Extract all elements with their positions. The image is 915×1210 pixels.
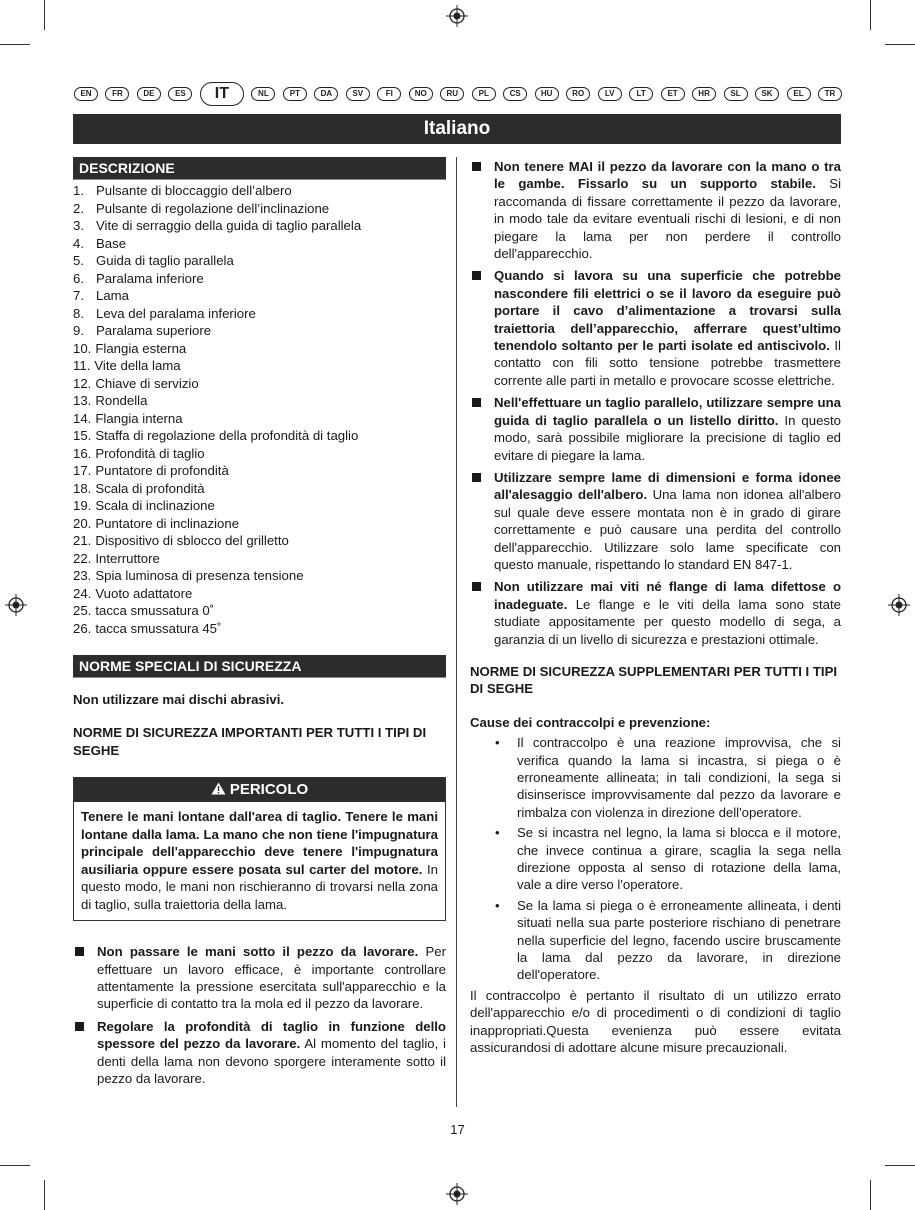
list-item xyxy=(73,357,446,375)
list-item xyxy=(73,532,446,550)
language-tab-da[interactable]: DA xyxy=(314,87,338,101)
item-text: Vite della lama xyxy=(94,358,181,373)
danger-box xyxy=(73,777,446,921)
item-text: Flangia interna xyxy=(95,410,183,426)
item-number: 26. xyxy=(73,620,92,636)
item-number: 21. xyxy=(73,533,92,548)
list-item xyxy=(491,824,841,894)
bullet-text: Si raccomanda di fissare correttamente il pezzo da lavorare, in modo tale da evitare eventuali rischi di lesioni, e di non piegare la lama per non perdere il controllo dell'apparecchio. xyxy=(494,176,841,262)
crop-mark xyxy=(44,1180,45,1210)
item-text: Se si incastra nel legno, la lama si blocca e il motore, che invece continua a girare, scaglia la sega nella direzione opposta al senso di rotazione della lama, vale a dire verso l'operatore. xyxy=(517,825,841,893)
column-divider xyxy=(456,157,457,1107)
item-text: Leva del paralama inferiore xyxy=(96,305,256,321)
square-bullet-icon xyxy=(472,398,481,407)
item-text: Profondità di taglio xyxy=(95,445,205,461)
subheading: NORME DI SICUREZZA IMPORTANTI PER TUTTI I TIPI DI SEGHE xyxy=(73,725,427,758)
crop-mark xyxy=(870,1180,871,1210)
bullet-item xyxy=(470,158,841,262)
item-text: Scala di profondità xyxy=(95,480,205,496)
item-number: 14. xyxy=(73,410,92,426)
language-tab-de[interactable]: DE xyxy=(137,87,161,101)
crop-mark xyxy=(0,44,30,45)
list-item xyxy=(73,410,446,428)
list-item xyxy=(73,340,446,358)
danger-body xyxy=(74,802,445,920)
item-text: Pulsante di regolazione dell’inclinazione xyxy=(96,200,330,216)
item-text: Il contraccolpo è una reazione improvvisa, che si verifica quando la lama si incastra, si piega o è erroneamente allineata; in tali condizioni, la sega si disinserisce improvvisamente dal pezzo da lavorare e rimbalza con violenza in direzione dell'operatore. xyxy=(517,735,841,820)
warning-triangle-icon xyxy=(211,782,226,795)
item-text: Puntatore di profondità xyxy=(95,463,229,478)
list-item xyxy=(73,620,446,638)
bullet-item xyxy=(470,394,841,464)
item-text: Spia luminosa di presenza tensione xyxy=(95,568,304,583)
list-item xyxy=(73,585,446,603)
right-bullet-list xyxy=(470,158,841,648)
item-number: 11. xyxy=(73,358,91,373)
bullet-text: Le flange e le viti della lama sono state studiate appositamente per questo modello di sega, a garanzia di un livello di sicurezza e prestazioni ottimale. xyxy=(494,596,841,647)
list-item xyxy=(73,305,446,323)
item-text: Dispositivo di sblocco del grilletto xyxy=(95,533,289,548)
norme-speciali-section xyxy=(73,655,446,678)
item-number: 7. xyxy=(73,288,84,303)
right-column xyxy=(470,158,841,1057)
list-item xyxy=(73,480,446,498)
language-tab-ru[interactable]: RU xyxy=(440,87,464,101)
item-text: Vite di serraggio della guida di taglio parallela xyxy=(96,218,362,233)
danger-title: PERICOLO xyxy=(229,781,309,799)
bullet-dot-icon: • xyxy=(495,897,500,913)
item-text: Interruttore xyxy=(95,550,160,566)
danger-normal-text: In questo modo, le mani non rischieranno di trovarsi nella zona di taglio, sulla traiettoria della lama. xyxy=(81,861,438,912)
item-text: Staffa di regolazione della profondità di taglio xyxy=(95,428,359,443)
item-number: 23. xyxy=(73,568,92,583)
bullet-bold-text: Regolare la profondità di taglio in funzione dello spessore del pezzo da lavorare. xyxy=(97,1018,446,1052)
left-bullet-list xyxy=(73,943,446,1087)
list-item xyxy=(73,287,446,305)
bullet-text: Per effettuare un lavoro efficace, è importante controllare attentamente la pressione esercitata sull'apparecchio e la superficie di contatto tra la mola ed il pezzo da lavorare. xyxy=(97,944,446,1012)
subheading: NORME DI SICUREZZA SUPPLEMENTARI PER TUTTI I TIPI DI SEGHE xyxy=(470,663,838,697)
language-tab-pl[interactable]: PL xyxy=(472,87,496,101)
kickback-list xyxy=(470,734,841,984)
subheading: Cause dei contraccolpi e prevenzione: xyxy=(470,714,711,730)
item-text: Paralama superiore xyxy=(96,323,212,338)
item-number: 4. xyxy=(73,235,84,251)
square-bullet-icon xyxy=(75,947,84,956)
bullet-bold-text: Utilizzare sempre lame di dimensioni e forma idonee all'alesaggio dell'albero. xyxy=(494,469,841,503)
square-bullet-icon xyxy=(472,162,481,171)
bullet-text: Il contatto con fili sotto tensione potrebbe trasmettere corrente alle parti in metallo e provocare scosse elettriche. xyxy=(494,338,841,388)
page-number: 17 xyxy=(450,1122,465,1137)
item-number: 19. xyxy=(73,498,92,513)
crop-mark xyxy=(885,1165,915,1166)
item-text: tacca smussatura 0˚ xyxy=(95,603,215,618)
list-item xyxy=(73,427,446,445)
language-tab-hu[interactable]: HU xyxy=(535,87,559,101)
item-number: 17. xyxy=(73,463,92,478)
closing-paragraph: Il contraccolpo è pertanto il risultato di un utilizzo errato dell'apparecchio e/o di procedimenti o di condizioni di taglio inappropriati.Questa evenienza può essere evitata assicurandosi di adottare alcune misure precauzionali. xyxy=(470,987,841,1056)
list-item xyxy=(491,897,841,984)
crop-mark xyxy=(885,44,915,45)
language-tab-sv[interactable]: SV xyxy=(346,87,370,101)
language-tab-lt[interactable]: LT xyxy=(629,87,653,101)
list-item xyxy=(73,182,446,200)
list-item xyxy=(73,270,446,288)
item-text: Chiave di servizio xyxy=(95,375,199,391)
list-item xyxy=(73,217,446,235)
list-item xyxy=(73,252,446,270)
language-tab-it[interactable]: IT xyxy=(200,82,244,106)
item-text: Scala di inclinazione xyxy=(95,498,215,513)
list-item xyxy=(73,200,446,218)
danger-bold-text: Tenere le mani lontane dall'area di taglio. Tenere le mani lontane dalla lama. La mano che non tiene l'impugnatura principale dell'apparecchio deve tenere l'impugnatura ausiliaria oppure essere posata sul carter del motore. xyxy=(81,809,438,877)
item-text: Puntatore di inclinazione xyxy=(95,515,240,531)
square-bullet-icon xyxy=(472,271,481,280)
bullet-item xyxy=(73,943,446,1013)
item-number: 18. xyxy=(73,480,92,496)
section-title: DESCRIZIONE xyxy=(73,157,446,179)
item-number: 6. xyxy=(73,270,84,286)
language-tab-no[interactable]: NO xyxy=(409,87,433,101)
language-tab-cs[interactable]: CS xyxy=(503,87,527,101)
registration-mark-icon xyxy=(888,594,910,616)
bullet-bold-text: Non tenere MAI il pezzo da lavorare con la mano o tra le gambe. Fissarlo su un supporto stabile. xyxy=(494,159,841,192)
item-text: Pulsante di bloccaggio dell’albero xyxy=(96,183,292,198)
language-tab-pt[interactable]: PT xyxy=(283,87,307,101)
list-item xyxy=(73,462,446,480)
bullet-item xyxy=(470,469,841,573)
language-strip xyxy=(74,82,842,106)
item-text: Base xyxy=(96,235,127,251)
list-item xyxy=(73,567,446,585)
registration-mark-icon xyxy=(446,1183,468,1205)
language-tab-fr[interactable]: FR xyxy=(105,87,129,101)
list-item xyxy=(73,515,446,533)
item-text: Vuoto adattatore xyxy=(95,585,193,601)
item-text: Paralama inferiore xyxy=(96,270,204,286)
item-number: 15. xyxy=(73,428,92,443)
crop-mark xyxy=(44,0,45,30)
bullet-item xyxy=(73,1018,446,1088)
bullet-text: Una lama non idonea all'albero sul quale deve essere montata non è in grado di girare correttamente e può causare una perdita del controllo dell'apparecchio. Utilizzare solo lame specificate con questo manuale, rispettando lo standard EN 847-1. xyxy=(494,487,842,572)
bullet-bold-text: Quando si lavora su una superficie che potrebbe nascondere fili elettrici o se il lavoro da eseguire può portare il cavo d’alimentazione a trovarsi sulla traiettoria dell’apparecchio, afferrare quest’ultimo tenendolo soltanto per le parti isolate ed antiscivolo. xyxy=(494,268,841,354)
descrizione-section xyxy=(73,157,446,180)
item-number: 9. xyxy=(73,323,84,338)
language-tab-sk[interactable]: SK xyxy=(755,87,779,101)
list-item xyxy=(73,322,446,340)
list-item xyxy=(73,392,446,410)
language-tab-tr[interactable]: TR xyxy=(818,87,842,101)
bullet-text: Al momento del taglio, i denti della lama non devono sporgere interamente sotto il pezzo da lavorare. xyxy=(97,1036,446,1087)
item-number: 13. xyxy=(73,393,92,408)
left-column xyxy=(73,157,446,1092)
language-tab-lv[interactable]: LV xyxy=(598,87,622,101)
language-tab-el[interactable]: EL xyxy=(787,87,811,101)
crop-mark xyxy=(0,1165,30,1166)
language-tab-ro[interactable]: RO xyxy=(566,87,590,101)
warning-text: Non utilizzare mai dischi abrasivi. xyxy=(73,692,285,707)
item-number: 5. xyxy=(73,253,84,268)
bullet-bold-text: Non utilizzare mai viti né flange di lama difettose o inadeguate. xyxy=(494,579,841,612)
item-number: 3. xyxy=(73,218,84,233)
parts-list xyxy=(73,182,446,637)
page-title: Italiano xyxy=(73,114,841,144)
language-tab-nl[interactable]: NL xyxy=(251,87,275,101)
crop-mark xyxy=(870,0,871,30)
language-tab-es[interactable]: ES xyxy=(168,87,192,101)
bullet-dot-icon: • xyxy=(495,735,500,751)
item-text: Rondella xyxy=(95,393,148,408)
item-number: 8. xyxy=(73,305,84,321)
registration-mark-icon xyxy=(446,5,468,27)
language-tab-fi[interactable]: FI xyxy=(377,87,401,101)
list-item xyxy=(491,734,841,821)
language-tab-sl[interactable]: SL xyxy=(724,87,748,101)
bullet-dot-icon: • xyxy=(495,825,500,841)
bullet-item xyxy=(470,578,841,648)
item-number: 20. xyxy=(73,515,92,531)
registration-mark-icon xyxy=(5,594,27,616)
bullet-item xyxy=(470,267,841,389)
item-text: Lama xyxy=(96,288,129,303)
language-tab-hr[interactable]: HR xyxy=(692,87,716,101)
bullet-text: In questo modo, sarà possibile migliorare la precisione di taglio ed evitare di piegare la lama. xyxy=(494,412,842,463)
list-item xyxy=(73,375,446,393)
item-number: 16. xyxy=(73,445,92,461)
bullet-bold-text: Nell'effettuare un taglio parallelo, utilizzare sempre una guida di taglio parallela o un listello diritto. xyxy=(494,395,841,428)
square-bullet-icon xyxy=(75,1022,84,1031)
item-text: Guida di taglio parallela xyxy=(96,253,234,268)
item-number: 2. xyxy=(73,200,84,216)
item-number: 22. xyxy=(73,550,92,566)
language-tab-et[interactable]: ET xyxy=(661,87,685,101)
item-text: Se la lama si piega o è erroneamente allineata, i denti situati nella sua parte posteriore rischiano di penetrare nella superficie del legno, facendo uscire bruscamente la lama dal pezzo da lavorare, in direzione dell'operatore. xyxy=(517,897,841,983)
item-number: 24. xyxy=(73,585,92,601)
item-number: 12. xyxy=(73,375,92,391)
list-item xyxy=(73,235,446,253)
item-number: 10. xyxy=(73,340,92,356)
square-bullet-icon xyxy=(472,473,481,482)
item-number: 1. xyxy=(73,183,84,198)
list-item xyxy=(73,497,446,515)
item-number: 25. xyxy=(73,603,92,618)
language-tab-en[interactable]: EN xyxy=(74,87,98,101)
item-text: tacca smussatura 45˚ xyxy=(95,620,222,636)
list-item xyxy=(73,550,446,568)
list-item xyxy=(73,445,446,463)
bullet-bold-text: Non passare le mani sotto il pezzo da lavorare. xyxy=(97,944,419,960)
square-bullet-icon xyxy=(472,582,481,591)
danger-header xyxy=(74,778,445,802)
item-text: Flangia esterna xyxy=(95,340,187,356)
section-title: NORME SPECIALI DI SICUREZZA xyxy=(73,655,446,677)
list-item xyxy=(73,602,446,620)
